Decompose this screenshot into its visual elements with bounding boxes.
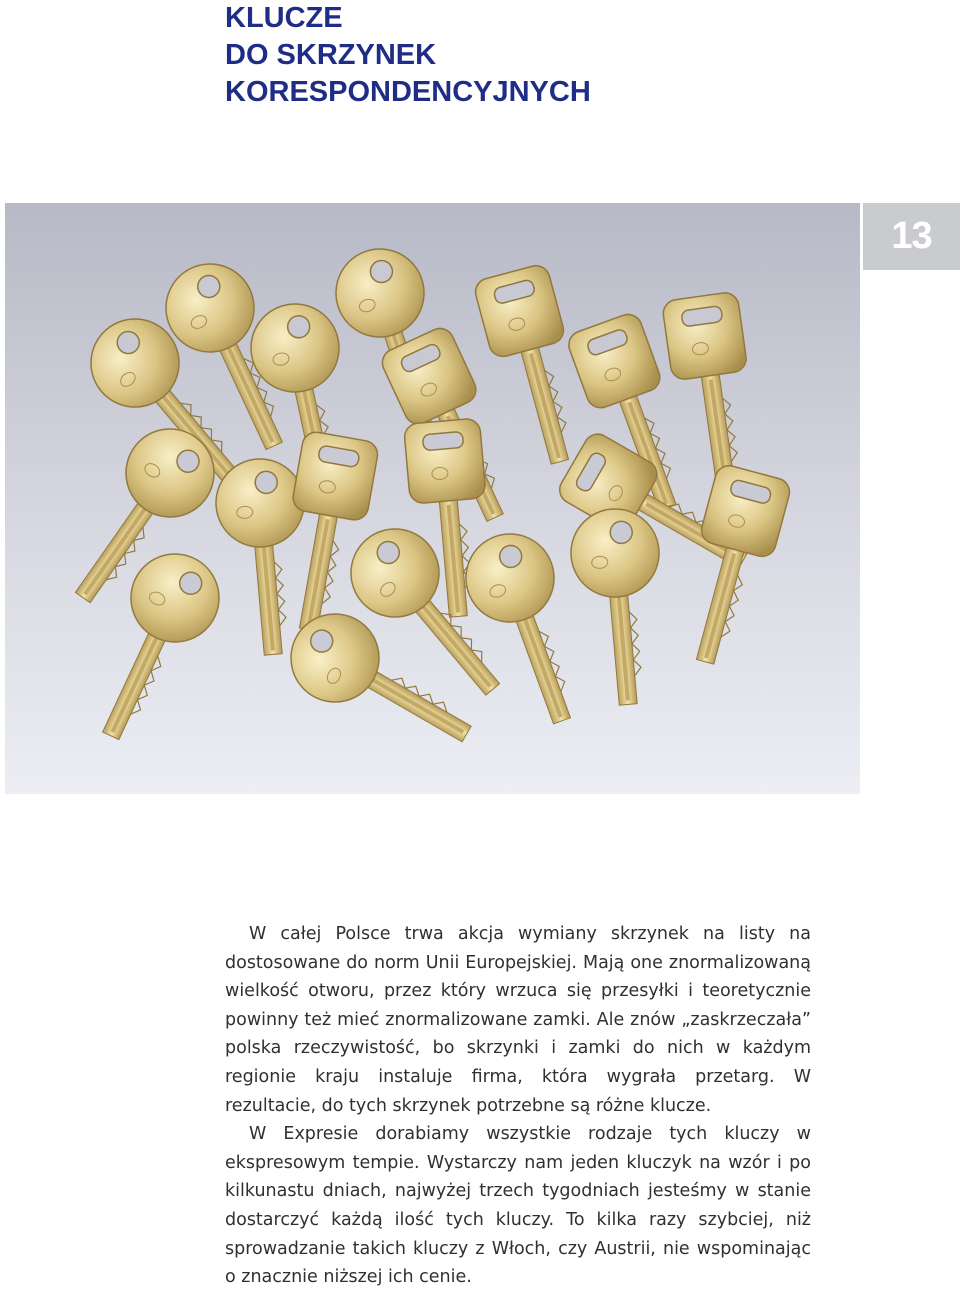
article-body xyxy=(225,920,811,1292)
page-title xyxy=(225,0,591,111)
page-number: 13 xyxy=(891,215,932,257)
page-number-tab xyxy=(863,203,960,270)
title-line-1: KLUCZE xyxy=(225,2,343,34)
article-paragraph-1: W całej Polsce trwa akcja wymiany skrzynek na listy na dostosowane do norm Unii Europejskiej. Mają one znormalizowaną wielkość otworu, przez który wrzuca się przesyłki i teoretycznie powinny też mieć znormalizowane zamki. Ale znów „zaskrzeczała” polska rzeczywistość, bo skrzynki i zamki do nich w każdym regionie kraju instaluje firma, która wygrała przetarg. W rezultacie, do tych skrzynek potrzebne są różne klucze. xyxy=(225,924,811,1116)
title-line-3: KORESPONDENCYJNYCH xyxy=(225,76,591,108)
title-line-2: DO SKRZYNEK xyxy=(225,39,437,71)
keys-photo xyxy=(5,203,860,794)
article-paragraph-2: W Expresie dorabiamy wszystkie rodzaje tych kluczy w ekspresowym tempie. Wystarczy nam jeden kluczyk na wzór i po kilkunastu dniach, najwyżej trzech tygodniach jesteśmy w stanie dostarczyć każdą ilość tych kluczy. To kilka razy szybciej, niż sprowadzanie takich kluczy z Włoch, czy Austrii, nie wspominając o znacznie niższej ich cenie. xyxy=(225,1124,811,1288)
